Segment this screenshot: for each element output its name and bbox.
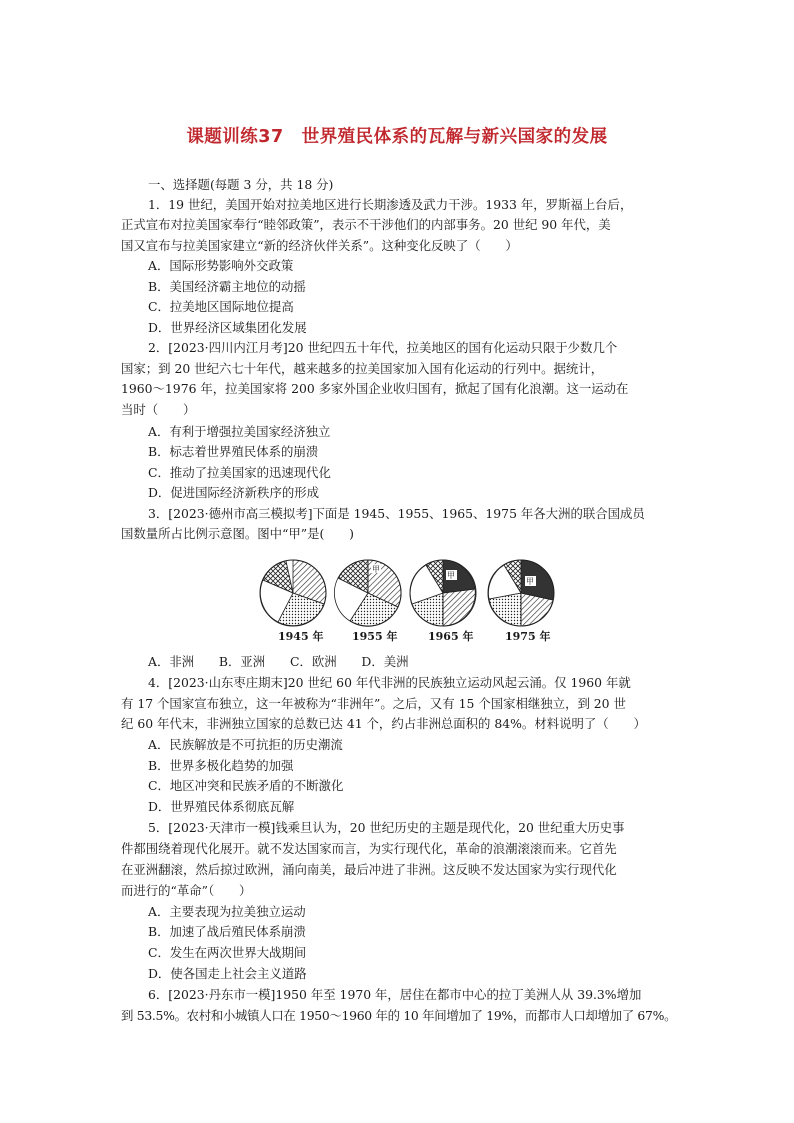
q5-option-d: D．使各国走上社会主义道路 bbox=[148, 966, 307, 981]
q1-option-c: C．拉美地区国际地位提高 bbox=[148, 299, 294, 314]
q2-line-3: 1960～1976 年，拉美国家将 200 多家外国企业收归国有，掀起了国有化浪潮。这一运动在 bbox=[121, 381, 629, 396]
section-heading: 一、选择题(每题 3 分，共 18 分) bbox=[148, 177, 334, 192]
q2-option-a: A．有利于增强拉美国家经济独立 bbox=[148, 424, 331, 439]
q4-line-1: 4．[2023·山东枣庄期末]20 世纪 60 年代非洲的民族独立运动风起云涌。仅 1960 年就 bbox=[148, 675, 631, 690]
q2-line-2: 国家；到 20 世纪六七十年代，越来越多的拉美国家加入国有化运动的行列中。据统计， bbox=[121, 361, 604, 376]
q5-option-a: A．主要表现为拉美独立运动 bbox=[148, 904, 306, 919]
q4-option-c: C．地区冲突和民族矛盾的不断激化 bbox=[148, 778, 344, 793]
q3-line-2: 国数量所占比例示意图。图中“甲”是( ) bbox=[121, 526, 354, 541]
q1-option-b: B．美国经济霸主地位的动摇 bbox=[148, 279, 306, 294]
q5-line-2: 件都围绕着现代化展开。就不发达国家而言，为实行现代化，革命的浪潮滚滚而来。它首先 bbox=[121, 841, 617, 856]
chart-label-1965: 1965 年 bbox=[428, 630, 474, 643]
chart-label-1975: 1975 年 bbox=[505, 630, 551, 643]
q4-option-a: A．民族解放是不可抗拒的历史潮流 bbox=[148, 737, 343, 752]
q4-line-3: 纪 60 年代末，非洲独立国家的总数已达 41 个，约占非洲总面积的 84%。材料说明了（ ） bbox=[121, 716, 646, 731]
q4-option-d: D．世界殖民体系彻底瓦解 bbox=[148, 799, 295, 814]
q4-line-2: 有 17 个国家宣布独立，这一年被称为“非洲年”。之后，又有 15 个国家相继独立，到 20 世 bbox=[121, 696, 626, 711]
pie-1975 bbox=[488, 560, 554, 626]
pie-1965 bbox=[410, 560, 476, 626]
q5-option-b: B．加速了战后殖民体系崩溃 bbox=[148, 924, 306, 939]
q5-line-4: 而进行的“革命”（ ） bbox=[121, 883, 252, 898]
pie-1955 bbox=[334, 560, 401, 626]
q1-line-2: 正式宣布对拉美国家奉行“睦邻政策”，表示不干涉他们的内部事务。20 世纪 90 年代，美 bbox=[121, 217, 611, 232]
q1-line-3: 国又宣布与拉美国家建立“新的经济伙伴关系”。这种变化反映了（ ） bbox=[121, 238, 518, 253]
q6-line-1: 6．[2023·丹东市一模]1950 年至 1970 年，居住在都市中心的拉丁美洲人从 39.3%增加 bbox=[148, 987, 642, 1002]
q5-option-c: C．发生在两次世界大战期间 bbox=[148, 945, 307, 960]
jia-label-1975: 甲 bbox=[526, 577, 534, 586]
page-title: 课题训练37 世界殖民体系的瓦解与新兴国家的发展 bbox=[186, 127, 608, 147]
q1-line-1: 1．19 世纪，美国开始对拉美地区进行长期渗透及武力干涉。1933 年，罗斯福上台后， bbox=[148, 197, 633, 212]
q5-line-1: 5．[2023·天津市一模]钱乘旦认为，20 世纪历史的主题是现代化，20 世纪重大历史事 bbox=[148, 820, 625, 835]
q3-line-1: 3．[2023·德州市高三模拟考]下面是 1945、1955、1965、1975 年各大洲的联合国成员 bbox=[148, 506, 645, 521]
q1-option-a: A．国际形势影响外交政策 bbox=[148, 258, 294, 273]
chart-label-1945: 1945 年 bbox=[278, 630, 324, 643]
q1-option-d: D．世界经济区域集团化发展 bbox=[148, 320, 307, 335]
q3-options: A．非洲 B．亚洲 C．欧洲 D．美洲 bbox=[148, 654, 409, 669]
q4-option-b: B．世界多极化趋势的加强 bbox=[148, 758, 294, 773]
q2-option-b: B．标志着世界殖民体系的崩溃 bbox=[148, 444, 319, 459]
q2-option-c: C．推动了拉美国家的迅速现代化 bbox=[148, 465, 331, 480]
jia-label-1965: 甲 bbox=[447, 571, 455, 580]
q5-line-3: 在亚洲翻滚，然后掠过欧洲，涌向南美，最后冲进了非洲。这反映不发达国家为实行现代化 bbox=[121, 862, 617, 877]
jia-label-1955: 甲 bbox=[372, 565, 380, 574]
pie-1945 bbox=[260, 560, 326, 626]
q6-line-2: 到 53.5%。农村和小城镇人口在 1950～1960 年的 10 年间增加了 19%，而都市人口却增加了 67%。 bbox=[121, 1008, 677, 1023]
q2-line-4: 当时（ ） bbox=[121, 402, 196, 417]
q2-option-d: D．促进国际经济新秩序的形成 bbox=[148, 485, 320, 500]
q2-line-1: 2．[2023·四川内江月考]20 世纪四五十年代，拉美地区的国有化运动只限于少数几个 bbox=[148, 340, 618, 355]
chart-label-1955: 1955 年 bbox=[352, 630, 398, 643]
